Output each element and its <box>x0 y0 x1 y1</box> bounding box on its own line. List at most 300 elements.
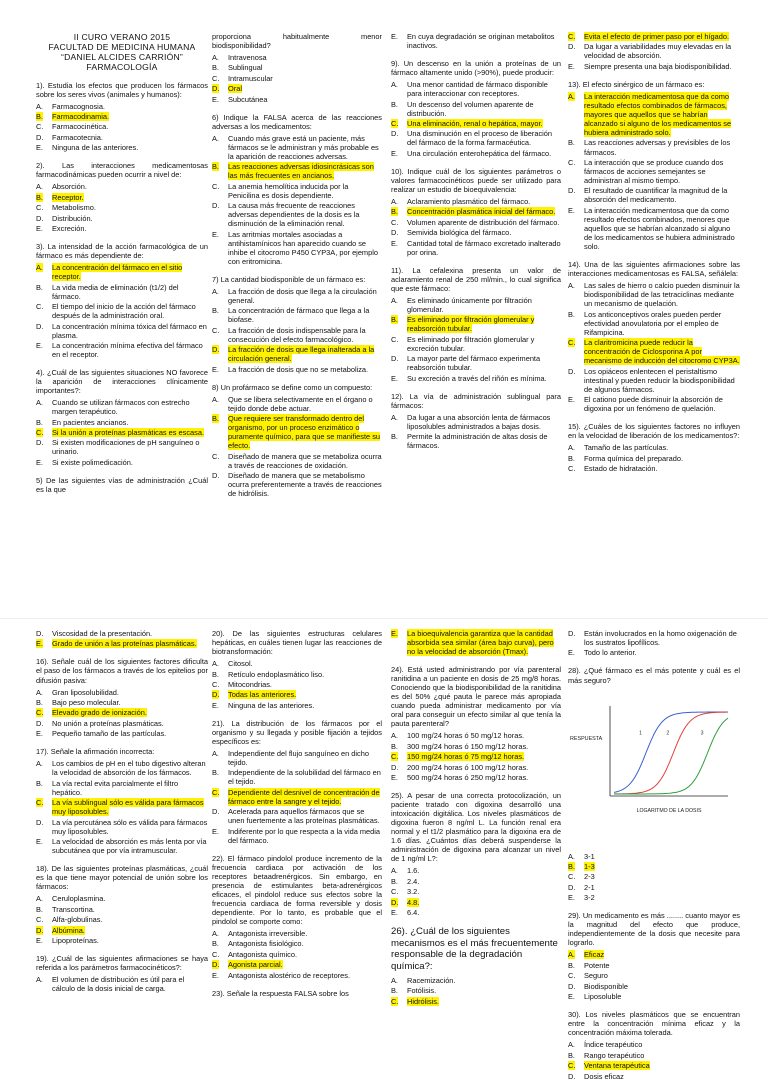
option-text: La fracción de dosis que llega a la circulación general. <box>228 286 377 305</box>
option-text: Excreción. <box>52 224 87 234</box>
option-text: Cuando se utilizan fármacos con estrecho margen terapéutico. <box>52 398 190 417</box>
option-letter: C. <box>36 428 44 438</box>
answer-option <box>212 326 382 344</box>
answer-option <box>391 335 561 353</box>
question-text: 17). Señale la afirmación incorrecta: <box>36 747 155 757</box>
option-text: Evita el efecto de primer paso por el hígado. <box>584 32 730 41</box>
answer-option <box>36 322 208 340</box>
question-text: 21). La distribución de los fármacos por el organismo y su llegada y posible fijación a tejidos específicos es: <box>212 718 382 746</box>
option-letter: C. <box>212 679 220 689</box>
option-letter: B. <box>36 112 43 122</box>
answer-option <box>391 228 561 237</box>
answer-options <box>391 413 561 451</box>
option-letter: C. <box>212 949 220 959</box>
option-text: El cationo puede disminuir la absorción de digoxina por un fenómeno de quelación. <box>584 395 723 414</box>
option-letter: B. <box>36 904 43 914</box>
option-text: La vida media de eliminación (t1/2) del fármaco. <box>52 282 179 301</box>
option-letter: A. <box>391 866 398 876</box>
option-letter: C. <box>391 996 399 1006</box>
option-letter: D. <box>391 228 399 238</box>
question-text: 18). De las siguientes proteínas plasmáticas, ¿cuál es la que tiene mayor potencial de unión sobre los fármacos: <box>36 864 208 892</box>
answer-option <box>568 42 740 60</box>
option-letter: A. <box>36 894 43 904</box>
option-letter: E. <box>391 238 398 248</box>
option-text: Las reacciones adversas idiosincrásicas son las más frecuentes en ancianos. <box>228 162 374 181</box>
answer-option-highlighted <box>212 345 382 363</box>
option-text: Mitocondrias. <box>228 679 272 689</box>
option-text: Siempre presenta una baja biodisponibilidad. <box>584 61 732 71</box>
option-text: Liposoluble <box>584 992 622 1002</box>
answer-option <box>36 894 208 903</box>
answer-option <box>36 418 208 427</box>
answer-option <box>391 197 561 206</box>
answer-options <box>391 197 561 257</box>
option-text: Subcutánea <box>228 94 268 104</box>
option-text: 1.6. <box>407 866 420 876</box>
answer-option-highlighted <box>568 92 740 137</box>
option-letter: A. <box>568 950 575 960</box>
answer-option <box>391 354 561 372</box>
option-text: La anemia hemolítica inducida por la Penicilina es dosis dependiente. <box>228 181 349 200</box>
option-letter: D. <box>212 690 220 700</box>
answer-option <box>36 102 208 111</box>
option-text: Pequeño tamaño de las partículas. <box>52 729 167 739</box>
option-text: Diseñado de manera que se metaboliza ocurra a través de reacciones de oxidación. <box>228 451 382 470</box>
option-letter: A. <box>212 929 219 939</box>
option-text: Farmacognosia. <box>52 101 105 111</box>
answer-option <box>36 133 208 142</box>
question-text: 23). Señale la respuesta FALSA sobre los <box>212 988 349 998</box>
option-text: Ventana terapéutica <box>584 1061 650 1071</box>
answer-option <box>568 893 740 902</box>
option-letter: A. <box>212 133 219 143</box>
option-letter: C. <box>36 203 44 213</box>
option-letter: C. <box>568 1061 576 1071</box>
answer-option <box>212 201 382 228</box>
answer-option <box>36 779 208 797</box>
option-letter: E. <box>391 148 398 158</box>
answer-option-highlighted <box>36 708 208 717</box>
answer-option <box>36 975 208 993</box>
question-text: 19). ¿Cuál de las siguientes afirmaciones se haya referida a los parámetros farmacocinéticos?: <box>36 953 208 973</box>
option-text: Metabolismo. <box>52 203 96 213</box>
option-letter: E. <box>391 907 398 917</box>
answer-options <box>391 296 561 383</box>
answer-options <box>36 398 208 467</box>
answer-option <box>568 1072 740 1081</box>
option-text: La velocidad de absorción es más lenta por vía subcutánea que por vía intramuscular. <box>52 837 207 856</box>
answer-option <box>36 936 208 945</box>
option-letter: D. <box>391 354 399 364</box>
option-text: Un descenso del volumen aparente de distribución. <box>407 99 534 118</box>
option-letter: D. <box>36 132 44 142</box>
dose-response-chart <box>568 692 740 844</box>
answer-option <box>36 915 208 924</box>
answer-option <box>568 158 740 185</box>
question-text: 15). ¿Cuáles de los siguientes factores no influyen en la velocidad de liberación de los medicamentos?: <box>568 422 740 441</box>
option-text: Fotólisis. <box>407 986 437 996</box>
option-letter: A. <box>212 53 219 63</box>
option-letter: A. <box>568 281 575 291</box>
answer-options <box>568 281 740 413</box>
option-letter: E. <box>212 229 219 239</box>
option-text: Volumen aparente de distribución del fármaco. <box>407 217 560 227</box>
column-1 <box>36 619 208 1025</box>
answer-option <box>391 296 561 314</box>
header-line: II CURO VERANO 2015 <box>73 32 171 42</box>
answer-option <box>36 698 208 707</box>
option-letter: D. <box>568 366 576 376</box>
option-letter: D. <box>391 129 399 139</box>
option-letter: C. <box>391 752 399 762</box>
question-text: 25). A pesar de una correcta protocolización, un paciente tratado con digoxina desarrolló una intoxicación digitálica. Los niveles plasmáticos de digoxina fueron 8 ng/ml L. La función renal era normal y el t1/2 plasmático para la digoxina era de 1.6 días. ¿Cuántos días deberá suspenderse la administración de digoxina para alcanzar un nivel de 1 ng/ml L?: <box>391 791 561 864</box>
answer-option <box>212 971 382 980</box>
option-text: Elevado grado de ionización. <box>52 708 147 718</box>
option-text: 1-3 <box>584 862 595 871</box>
option-letter: B. <box>391 207 398 217</box>
question-text: 8) Un profármaco se define como un compuesto: <box>212 382 373 392</box>
answer-options <box>212 749 382 845</box>
answer-option <box>36 759 208 777</box>
answer-option <box>568 982 740 991</box>
option-letter: C. <box>568 32 576 41</box>
option-text: Las arritmias mortales asociadas a antihistamínicos han aparecido cuando se inhibe el citocromo P450 CYP3A, por ejemplo con eritromicina. <box>228 229 378 266</box>
column-2 <box>212 619 382 1025</box>
answer-option-highlighted <box>391 997 561 1006</box>
option-text: Las reacciones adversas y previsibles de los fármacos. <box>584 138 731 157</box>
answer-option <box>36 122 208 131</box>
option-text: Los cambios de pH en el tubo digestivo alteran la velocidad de absorción de los fármacos. <box>52 759 206 778</box>
option-text: La vía rectal evita parcialmente el filtro hepático. <box>52 778 179 797</box>
column-3 <box>391 619 561 1025</box>
option-text: Racemización. <box>407 975 456 985</box>
answer-option-highlighted <box>391 629 561 656</box>
option-text: Acelerada para aquellos fármacos que se unen fuertemente a las proteínas plasmáticas. <box>228 807 380 826</box>
option-text: Farmacocinética. <box>52 122 109 132</box>
option-letter: B. <box>212 63 219 73</box>
answer-option <box>391 80 561 98</box>
option-letter: E. <box>212 826 219 836</box>
answer-option <box>568 310 740 337</box>
answer-option <box>391 432 561 450</box>
option-text: Es eliminado únicamente por filtración glomerular. <box>407 295 532 314</box>
answer-option-highlighted <box>568 32 740 41</box>
option-letter: A. <box>212 286 219 296</box>
question-text: 3). La intensidad de la acción farmacológica de un fármaco es más dependiente de: <box>36 242 208 261</box>
option-letter: E. <box>568 205 575 215</box>
answer-options <box>36 759 208 855</box>
curve-label-1: 1 <box>639 730 642 737</box>
answer-options <box>391 976 561 1006</box>
answer-options <box>36 975 208 993</box>
option-text: Da lugar a variabilidades muy elevadas en la velocidad de absorción. <box>584 42 732 61</box>
option-text: Todo lo anterior. <box>584 648 637 658</box>
answer-option <box>212 230 382 266</box>
option-text: La interacción medicamentosa que da como resultado efectos combinados de fármacos, mayores que aquellos que se habrían alcanzado si alguno de los medicamentos se hubiera administrado solo. <box>584 91 732 138</box>
option-text: Permite la administración de altas dosis de fármacos. <box>407 432 548 451</box>
column-3 <box>391 0 561 560</box>
option-text: 6.4. <box>407 907 420 917</box>
option-text: Una eliminación, renal o hepática, mayor. <box>407 119 543 129</box>
option-text: Concentración plasmática inicial del fármaco. <box>407 207 556 217</box>
option-letter: E. <box>391 373 398 383</box>
option-letter: C. <box>36 915 44 925</box>
answer-options <box>391 866 561 917</box>
option-letter: B. <box>212 162 219 172</box>
option-text: La mayor parte del fármaco experimenta reabsorción tubular. <box>407 354 541 373</box>
option-letter: E. <box>568 893 575 903</box>
answer-option <box>36 729 208 738</box>
option-letter: D. <box>391 897 399 907</box>
option-text: Independiente de la solubilidad del fármaco en el tejido. <box>228 768 381 787</box>
option-text: 500 mg/24 horas ó 250 mg/12 horas. <box>407 773 529 782</box>
answer-option <box>568 872 740 881</box>
answer-options <box>36 182 208 233</box>
option-text: Tamaño de las partículas. <box>584 443 669 453</box>
question-text: 22). El fármaco pindolol produce incremento de la frecuencia cardiaca por activación de los receptores betaadrenérgicos. Sin embargo, en presencia de estimulantes beta-adrenérgicos eficaces, el pindolol reduce sus efectos sobre la frecuencia cardiaca de forma reversible y dosis dependiente. Por lo tanto, es probable que el pindolol se comporte como: <box>212 853 382 926</box>
answer-option <box>212 452 382 470</box>
option-text: Dosis eficaz <box>584 1071 624 1081</box>
option-letter: A. <box>391 975 398 985</box>
answer-option <box>212 471 382 498</box>
question-text: 24). Está usted administrando por vía parenteral ranitidina a un paciente en dosis de 25 mg/8 horas. Conociendo que la biodisponibilidad de la ranitidina es del 50% ¿qué pauta le parece más apropiada cuando pueda administrar medicamento por vía oral para conseguir un efecto similar al que tenía la pauta parenteral? <box>391 665 561 729</box>
option-text: Farmacotecnia. <box>52 132 103 142</box>
option-letter: A. <box>212 748 219 758</box>
answer-option <box>391 731 561 740</box>
option-text: Ninguna de las anteriores. <box>228 700 315 710</box>
answer-option <box>568 464 740 473</box>
option-letter: A. <box>568 91 575 101</box>
answer-option-highlighted <box>568 1061 740 1070</box>
y-axis-label: RESPUESTA <box>570 735 603 742</box>
option-text: Están involucrados en la homo oxigenación de los sustratos lipofílicos. <box>584 629 737 648</box>
answer-option <box>391 877 561 886</box>
answer-option <box>568 454 740 463</box>
option-text: Grado de unión a las proteínas plasmáticas. <box>52 639 197 649</box>
option-text: Alfa-globulinas. <box>52 915 103 925</box>
option-letter: B. <box>212 669 219 679</box>
answer-option <box>36 302 208 320</box>
answer-option <box>568 883 740 892</box>
answer-option <box>36 458 208 467</box>
answer-option <box>568 961 740 970</box>
answer-option <box>36 818 208 836</box>
document-header <box>36 32 208 73</box>
option-letter: D. <box>568 981 576 991</box>
option-letter: A. <box>568 443 575 453</box>
option-text: Potente <box>584 960 610 970</box>
answer-option <box>391 32 561 50</box>
option-text: Antagonista irreversible. <box>228 929 308 939</box>
option-letter: D. <box>36 817 44 827</box>
answer-options <box>391 80 561 158</box>
answer-option <box>391 773 561 782</box>
answer-option <box>212 182 382 200</box>
answer-option <box>212 306 382 324</box>
option-letter: B. <box>568 138 575 148</box>
option-letter: B. <box>568 862 575 871</box>
option-text: Transcortina. <box>52 904 95 914</box>
option-text: Receptor. <box>52 192 84 202</box>
question-text: 9). Un descenso en la unión a proteínas de un fármaco altamente unido (>90%), puede producir: <box>391 59 561 78</box>
option-letter: B. <box>391 741 398 751</box>
option-text: Semivida biológica del fármaco. <box>407 228 512 238</box>
answer-option <box>212 659 382 668</box>
option-text: La fracción de dosis que llega inalterada a la circulación general. <box>228 345 375 364</box>
option-text: La concentración de fármaco que llega a la biofase. <box>228 306 370 325</box>
answer-option <box>212 53 382 62</box>
answer-option-highlighted <box>36 193 208 202</box>
curve-2 <box>614 712 728 794</box>
option-letter: D. <box>36 925 44 935</box>
answer-options <box>212 287 382 374</box>
option-text: Distribución. <box>52 213 93 223</box>
option-letter: A. <box>568 851 575 861</box>
option-letter: E. <box>568 648 575 658</box>
answer-option <box>36 438 208 456</box>
option-letter: B. <box>568 960 575 970</box>
question-text: 11). La cefalexina presenta un valor de aclaramiento renal de 250 ml/min., lo cual significa que este fármaco: <box>391 265 561 293</box>
answer-option <box>36 629 208 638</box>
answer-options <box>568 1040 740 1080</box>
answer-option <box>212 134 382 161</box>
answer-option-highlighted <box>36 112 208 121</box>
option-text: Es eliminado por filtración glomerular y reabsorción tubular. <box>407 315 535 334</box>
option-text: La concentración mínima tóxica del fármaco en plasma. <box>52 321 207 340</box>
answer-option <box>36 719 208 728</box>
answer-option <box>36 837 208 855</box>
option-letter: E. <box>36 457 43 467</box>
answer-option <box>391 100 561 118</box>
option-letter: B. <box>36 282 43 292</box>
option-letter: D. <box>36 321 44 331</box>
option-text: Eficaz <box>584 950 605 960</box>
answer-option <box>212 807 382 825</box>
answer-option <box>212 749 382 767</box>
answer-option <box>391 887 561 896</box>
option-letter: C. <box>212 787 220 797</box>
question-text: 2). Las interacciones medicamentosas farmacodinámicas pueden ocurrir a nivel de: <box>36 161 208 180</box>
option-text: Es eliminado por filtración glomerular y excreción tubular. <box>407 334 535 353</box>
curve-label-2: 2 <box>666 730 670 737</box>
answer-option <box>391 908 561 917</box>
answer-option <box>212 768 382 786</box>
option-letter: B. <box>391 876 398 886</box>
option-letter: A. <box>36 182 43 192</box>
option-text: La concentración mínima efectiva del fármaco en el receptor. <box>52 341 203 360</box>
option-text: Aclaramiento plasmático del fármaco. <box>407 197 531 207</box>
option-text: Su excreción a través del riñón es mínima. <box>407 373 547 383</box>
answer-option <box>391 129 561 147</box>
answer-options <box>36 102 208 153</box>
answer-option-highlighted <box>568 862 740 871</box>
option-text: Cuando más grave está un paciente, más fármacos se le administran y más probable es la aparición de reacciones adversas. <box>228 133 379 161</box>
answer-option-highlighted <box>568 950 740 959</box>
option-text: Cantidad total de fármaco excretado inalterado por orina. <box>407 238 561 257</box>
answer-option <box>568 648 740 657</box>
option-letter: D. <box>568 1071 576 1081</box>
answer-option <box>568 206 740 251</box>
header-line: “DANIEL ALCIDES CARRIÓN” <box>61 52 183 63</box>
option-text: La bioequivalencia garantiza que la cantidad absorbida sea similar (área bajo curva), pero no la velocidad de absorción (Tmax). <box>407 629 554 657</box>
option-letter: A. <box>391 197 398 207</box>
option-text: No unión a proteínas plasmáticas. <box>52 718 164 728</box>
option-text: La interacción que se produce cuando dos fármacos de acciones semejantes se administran al mismo tiempo. <box>584 157 724 185</box>
answer-option <box>391 976 561 985</box>
option-letter: E. <box>212 970 219 980</box>
option-letter: E. <box>36 639 43 649</box>
curve-label-3: 3 <box>700 730 704 737</box>
option-letter: C. <box>212 451 220 461</box>
option-text: Sublingual <box>228 63 263 73</box>
option-letter: C. <box>212 73 220 83</box>
answer-options <box>568 443 740 473</box>
option-letter: C. <box>212 181 220 191</box>
answer-options <box>391 629 561 656</box>
answer-option <box>568 992 740 1001</box>
answer-option <box>36 398 208 416</box>
answer-option <box>212 63 382 72</box>
option-text: Rango terapéutico <box>584 1050 645 1060</box>
option-letter: E. <box>212 364 219 374</box>
option-text: 100 mg/24 horas ó 50 mg/12 horas. <box>407 731 525 741</box>
option-text: Intramuscular <box>228 73 273 83</box>
answer-option <box>212 827 382 845</box>
answer-option-highlighted <box>391 207 561 216</box>
answer-option <box>391 742 561 751</box>
option-letter: E. <box>36 935 43 945</box>
answer-option <box>36 341 208 359</box>
answer-options <box>568 92 740 251</box>
option-text: 3-1 <box>584 851 595 861</box>
answer-option <box>568 1040 740 1049</box>
option-letter: E. <box>36 837 43 847</box>
answer-option <box>212 365 382 374</box>
option-text: Dependiente del desnivel de concentración de fármaco entre la sangre y el tejido. <box>228 787 380 806</box>
answer-option <box>391 239 561 257</box>
option-letter: D. <box>568 186 576 196</box>
answer-option <box>391 218 561 227</box>
option-text: 2-1 <box>584 882 595 892</box>
answer-options <box>212 53 382 104</box>
option-text: Todas las anteriores. <box>228 690 297 700</box>
option-letter: C. <box>568 971 576 981</box>
option-text: Una circulación enterohepática del fármaco. <box>407 148 552 158</box>
option-letter: C. <box>36 302 44 312</box>
option-letter: E. <box>212 94 219 104</box>
answer-option <box>212 680 382 689</box>
answer-option <box>568 852 740 861</box>
answer-options <box>391 32 561 50</box>
option-letter: E. <box>36 341 43 350</box>
option-text: Forma química del preparado. <box>584 453 684 463</box>
answer-options <box>36 894 208 945</box>
option-text: La fracción de dosis indispensable para la consecución del efecto farmacológico. <box>228 325 366 344</box>
option-letter: E. <box>391 773 398 782</box>
answer-option <box>36 203 208 212</box>
option-text: Albúmina. <box>52 925 85 935</box>
option-text: 4.8. <box>407 897 420 907</box>
option-letter: C. <box>36 708 44 718</box>
option-letter: A. <box>391 731 398 741</box>
answer-option-highlighted <box>212 960 382 969</box>
header-line: FACULTAD DE MEDICINA HUMANA <box>48 42 196 53</box>
answer-option <box>568 971 740 980</box>
option-letter: D. <box>36 438 44 448</box>
answer-options <box>391 731 561 782</box>
option-letter: C. <box>36 122 44 132</box>
option-text: Que se libera selectivamente en el órgano o tejido donde debe actuar. <box>228 394 373 413</box>
